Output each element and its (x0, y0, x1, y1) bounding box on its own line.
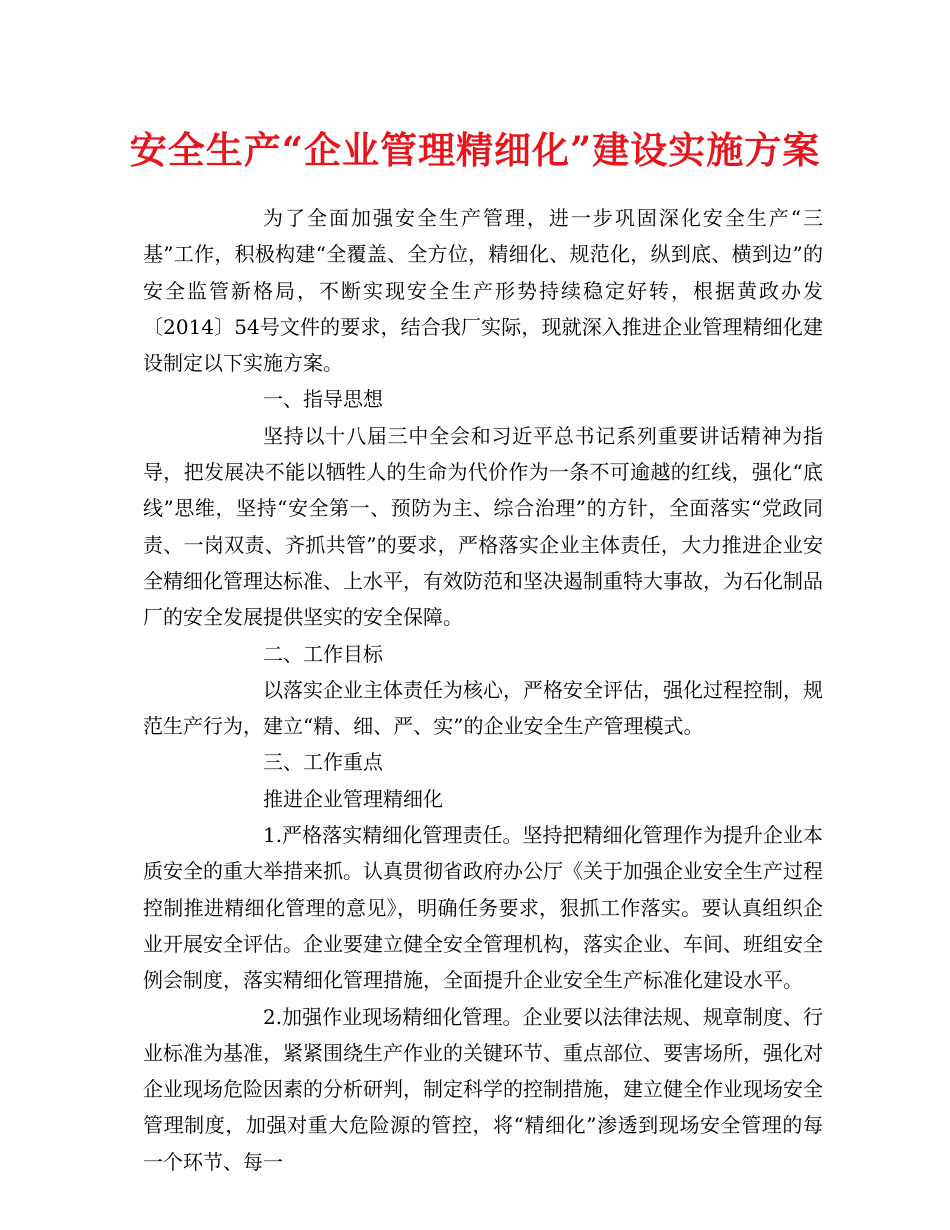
section-heading-guiding-ideology: 一、指导思想 (263, 387, 383, 412)
document-body (143, 200, 823, 1180)
document-title: 安全生产“企业管理精细化”建设实施方案 (129, 128, 821, 172)
work-goals-paragraph: 以落实企业主体责任为核心，严格安全评估，强化过程控制，规范生产行为，建立“精、细、严、实”的企业安全生产管理模式。 (143, 677, 823, 739)
section-heading-work-focus: 三、工作重点 (263, 750, 383, 775)
item-2-paragraph: 2.加强作业现场精细化管理。企业要以法律法规、规章制度、行业标准为基准，紧紧围绕生产作业的关键环节、重点部位、要害场所，强化对企业现场危险因素的分析研判，制定科学的控制措施，建立健全作业现场安全管理制度，加强对重大危险源的管控，将“精细化”渗透到现场安全管理的每一个环节、每一 (143, 1004, 823, 1174)
intro-paragraph: 为了全面加强安全生产管理，进一步巩固深化安全生产“三基”工作，积极构建“全覆盖、全方位，精细化、规范化，纵到底、横到边”的安全监管新格局，不断实现安全生产形势持续稳定好转，根据黄政办发〔2014〕54号文件的要求，结合我厂实际，现就深入推进企业管理精细化建设制定以下实施方案。 (143, 206, 823, 376)
subsection-heading: 推进企业管理精细化 (263, 786, 443, 811)
section-heading-work-goals: 二、工作目标 (263, 641, 383, 666)
guiding-ideology-paragraph: 坚持以十八届三中全会和习近平总书记系列重要讲话精神为指导，把发展决不能以牺牲人的生命为代价作为一条不可逾越的红线，强化“底线”思维，坚持“安全第一、预防为主、综合治理”的方针，全面落实“党政同责、一岗双责、齐抓共管”的要求，严格落实企业主体责任，大力推进企业安全精细化管理达标准、上水平，有效防范和坚决遏制重特大事故，为石化制品厂的安全发展提供坚实的安全保障。 (143, 423, 823, 630)
item-1-paragraph: 1.严格落实精细化管理责任。坚持把精细化管理作为提升企业本质安全的重大举措来抓。认真贯彻省政府办公厅《关于加强企业安全生产过程控制推进精细化管理的意见》，明确任务要求，狠抓工作落实。要认真组织企业开展安全评估。企业要建立健全安全管理机构，落实企业、车间、班组安全例会制度，落实精细化管理措施，全面提升企业安全生产标准化建设水平。 (143, 823, 823, 993)
